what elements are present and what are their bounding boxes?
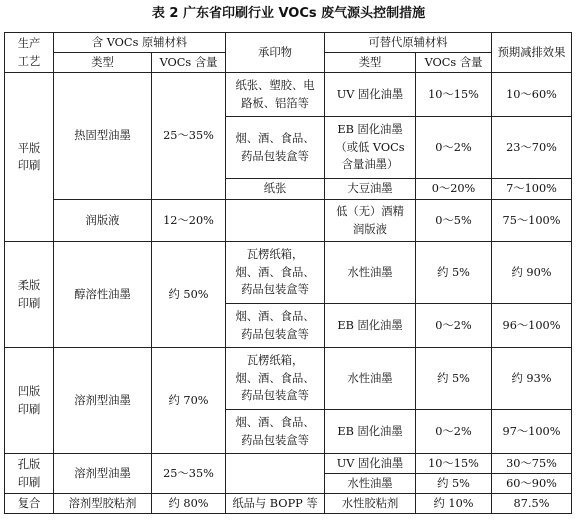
table-cell: 25～35% (152, 454, 226, 494)
table-cell: 0～20% (416, 179, 492, 200)
table-cell: 23～70% (492, 117, 572, 179)
table-cell: 87.5% (492, 494, 572, 514)
process-laminate: 复合 (5, 494, 54, 514)
table-cell: 水性油墨 (325, 474, 416, 494)
table-cell: 水性油墨 (325, 348, 416, 410)
table-cell: UV 固化油墨 (325, 73, 416, 117)
table-cell: 约 5% (416, 348, 492, 410)
table-cell: EB 固化油墨 (325, 410, 416, 454)
table-cell: 0～2% (416, 304, 492, 348)
table-cell: 25～35% (152, 73, 226, 200)
table-cell: 烟、酒、食品、 药品包装盒等 (226, 304, 325, 348)
table-cell: 7～100% (492, 179, 572, 200)
header-original-materials: 含 VOCs 原辅材料 (54, 33, 226, 53)
header-substrate: 承印物 (226, 33, 325, 73)
table-cell: 醇溶性油墨 (54, 242, 152, 348)
table-cell: 溶剂型油墨 (54, 348, 152, 454)
process-offset: 平版 印刷 (5, 73, 54, 242)
table-cell: 10～60% (492, 73, 572, 117)
table-cell: 0～2% (416, 117, 492, 179)
table-cell: EB 固化油墨 （或低 VOCs 含量油墨） (325, 117, 416, 179)
table-cell: 约 5% (416, 474, 492, 494)
table-cell: 60～90% (492, 474, 572, 494)
table-cell: 润版液 (54, 200, 152, 242)
table-cell: 瓦楞纸箱， 烟、酒、食品、 药品包装盒等 (226, 242, 325, 304)
table-cell: 瓦楞纸箱， 烟、酒、食品、 药品包装盒等 (226, 348, 325, 410)
table-cell: 约 5% (416, 242, 492, 304)
table-cell: 约 90% (492, 242, 572, 304)
table-cell: UV 固化油墨 (325, 454, 416, 474)
process-screen: 孔版 印刷 (5, 454, 54, 494)
table-title: 表 2 广东省印刷行业 VOCs 废气源头控制措施 (151, 6, 426, 21)
table-cell: 水性胶粘剂 (325, 494, 416, 514)
table-cell: 约 50% (152, 242, 226, 348)
table-cell: 纸张、塑胶、电 路板、铝箔等 (226, 73, 325, 117)
header-vocs-content: VOCs 含量 (152, 53, 226, 73)
header-reduction: 预期减排效果 (492, 33, 572, 73)
table-cell: 溶剂型胶粘剂 (54, 494, 152, 514)
table-cell (226, 454, 325, 494)
table-cell: 约 10% (416, 494, 492, 514)
table-cell: 10～15% (416, 73, 492, 117)
header-alternative-materials: 可替代原辅材料 (325, 33, 492, 53)
header-type: 类型 (54, 53, 152, 73)
table-cell: 约 80% (152, 494, 226, 514)
header-process: 生产 工艺 (5, 33, 54, 73)
table-cell: 96～100% (492, 304, 572, 348)
process-flexo: 柔版 印刷 (5, 242, 54, 348)
table-cell: 大豆油墨 (325, 179, 416, 200)
table-cell: 97～100% (492, 410, 572, 454)
table-cell: 约 70% (152, 348, 226, 454)
table-cell: 10～15% (416, 454, 492, 474)
table-cell: EB 固化油墨 (325, 304, 416, 348)
table-cell: 0～5% (416, 200, 492, 242)
table-cell: 纸张 (226, 179, 325, 200)
table-cell: 低（无）酒精 润版液 (325, 200, 416, 242)
table-cell: 约 93% (492, 348, 572, 410)
vocs-control-table (4, 32, 572, 514)
table-cell: 热固型油墨 (54, 73, 152, 200)
table-cell: 烟、酒、食品、 药品包装盒等 (226, 117, 325, 179)
table-cell: 溶剂型油墨 (54, 454, 152, 494)
table-cell (226, 200, 325, 242)
table-cell: 水性油墨 (325, 242, 416, 304)
header-alt-type: 类型 (325, 53, 416, 73)
table-cell: 12～20% (152, 200, 226, 242)
header-alt-vocs: VOCs 含量 (416, 53, 492, 73)
table-cell: 纸品与 BOPP 等 (226, 494, 325, 514)
table-cell: 0～2% (416, 410, 492, 454)
table-cell: 烟、酒、食品、 药品包装盒等 (226, 410, 325, 454)
table-cell: 30～75% (492, 454, 572, 474)
process-gravure: 凹版 印刷 (5, 348, 54, 454)
table-cell: 75～100% (492, 200, 572, 242)
